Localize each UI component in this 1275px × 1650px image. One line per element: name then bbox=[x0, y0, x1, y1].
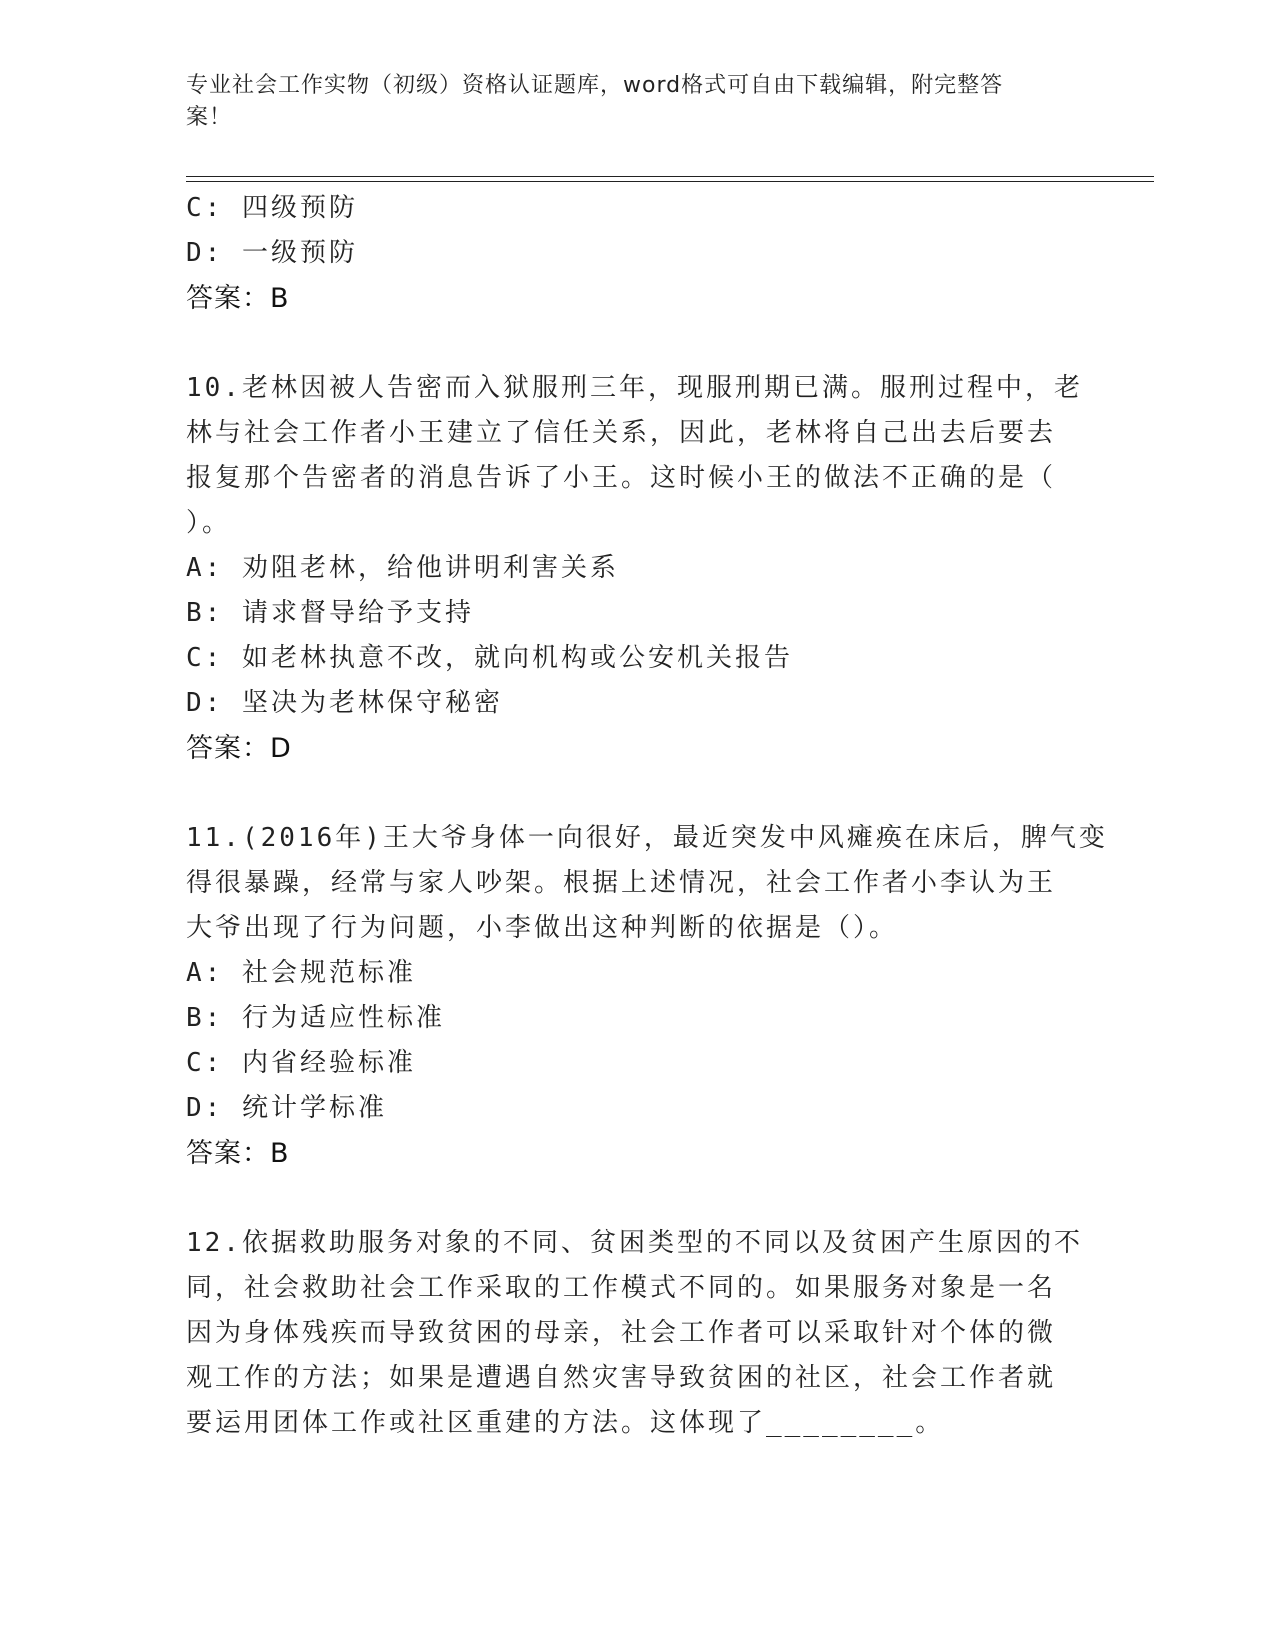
document-header bbox=[186, 70, 1066, 134]
stem-line: 11.(2016年)王大爷身体一向很好，最近突发中风瘫痪在床后，脾气变 bbox=[186, 823, 1108, 853]
stem-line: 报复那个告密者的消息告诉了小王。这时候小王的做法不正确的是（ bbox=[186, 463, 1057, 493]
stem-line: 同，社会救助社会工作采取的工作模式不同的。如果服务对象是一名 bbox=[186, 1273, 1057, 1303]
question-stem bbox=[186, 816, 1108, 951]
stem-line: 因为身体残疾而导致贫困的母亲，社会工作者可以采取针对个体的微 bbox=[186, 1318, 1057, 1348]
option-d: D: 统计学标准 bbox=[186, 1093, 387, 1123]
stem-line: 要运用团体工作或社区重建的方法。这体现了________。 bbox=[186, 1408, 945, 1438]
option-c: C: 四级预防 bbox=[186, 193, 358, 223]
option-a: A: 劝阻老林，给他讲明利害关系 bbox=[186, 553, 619, 583]
option-d: D: 坚决为老林保守秘密 bbox=[186, 688, 503, 718]
option-c: C: 如老林执意不改，就向机构或公安机关报告 bbox=[186, 643, 793, 673]
option-b: B: 行为适应性标准 bbox=[186, 1003, 445, 1033]
question-10 bbox=[186, 366, 1086, 771]
stem-line: 大爷出现了行为问题，小李做出这种判断的依据是（）。 bbox=[186, 913, 899, 943]
stem-line: 10.老林因被人告密而入狱服刑三年，现服刑期已满。服刑过程中，老 bbox=[186, 373, 1083, 403]
answer-line: 答案：D bbox=[186, 733, 292, 764]
question-stem bbox=[186, 366, 1086, 546]
option-c: C: 内省经验标准 bbox=[186, 1048, 416, 1078]
question-12 bbox=[186, 1221, 1086, 1446]
option-b: B: 请求督导给予支持 bbox=[186, 598, 474, 628]
stem-line: ）。 bbox=[186, 508, 232, 538]
stem-line: 观工作的方法；如果是遭遇自然灾害导致贫困的社区，社会工作者就 bbox=[186, 1363, 1057, 1393]
header-divider-bottom bbox=[186, 181, 1154, 182]
stem-line: 林与社会工作者小王建立了信任关系，因此，老林将自己出去后要去 bbox=[186, 418, 1057, 448]
option-d: D: 一级预防 bbox=[186, 238, 358, 268]
header-title-line-1: 专业社会工作实物（初级）资格认证题库，word格式可自由下载编辑，附完整答 bbox=[186, 73, 1004, 98]
option-a: A: 社会规范标准 bbox=[186, 958, 416, 988]
header-title-line-2: 案！ bbox=[186, 105, 233, 130]
stem-line: 12.依据救助服务对象的不同、贫困类型的不同以及贫困产生原因的不 bbox=[186, 1228, 1083, 1258]
header-divider-top bbox=[186, 176, 1154, 177]
answer-line: 答案：B bbox=[186, 283, 290, 314]
question-stem bbox=[186, 1221, 1086, 1446]
answer-line: 答案：B bbox=[186, 1138, 290, 1169]
question-11 bbox=[186, 816, 1108, 1176]
stem-line: 得很暴躁，经常与家人吵架。根据上述情况，社会工作者小李认为王 bbox=[186, 868, 1057, 898]
question-9-tail bbox=[186, 186, 1086, 321]
document-body bbox=[186, 186, 1108, 1446]
